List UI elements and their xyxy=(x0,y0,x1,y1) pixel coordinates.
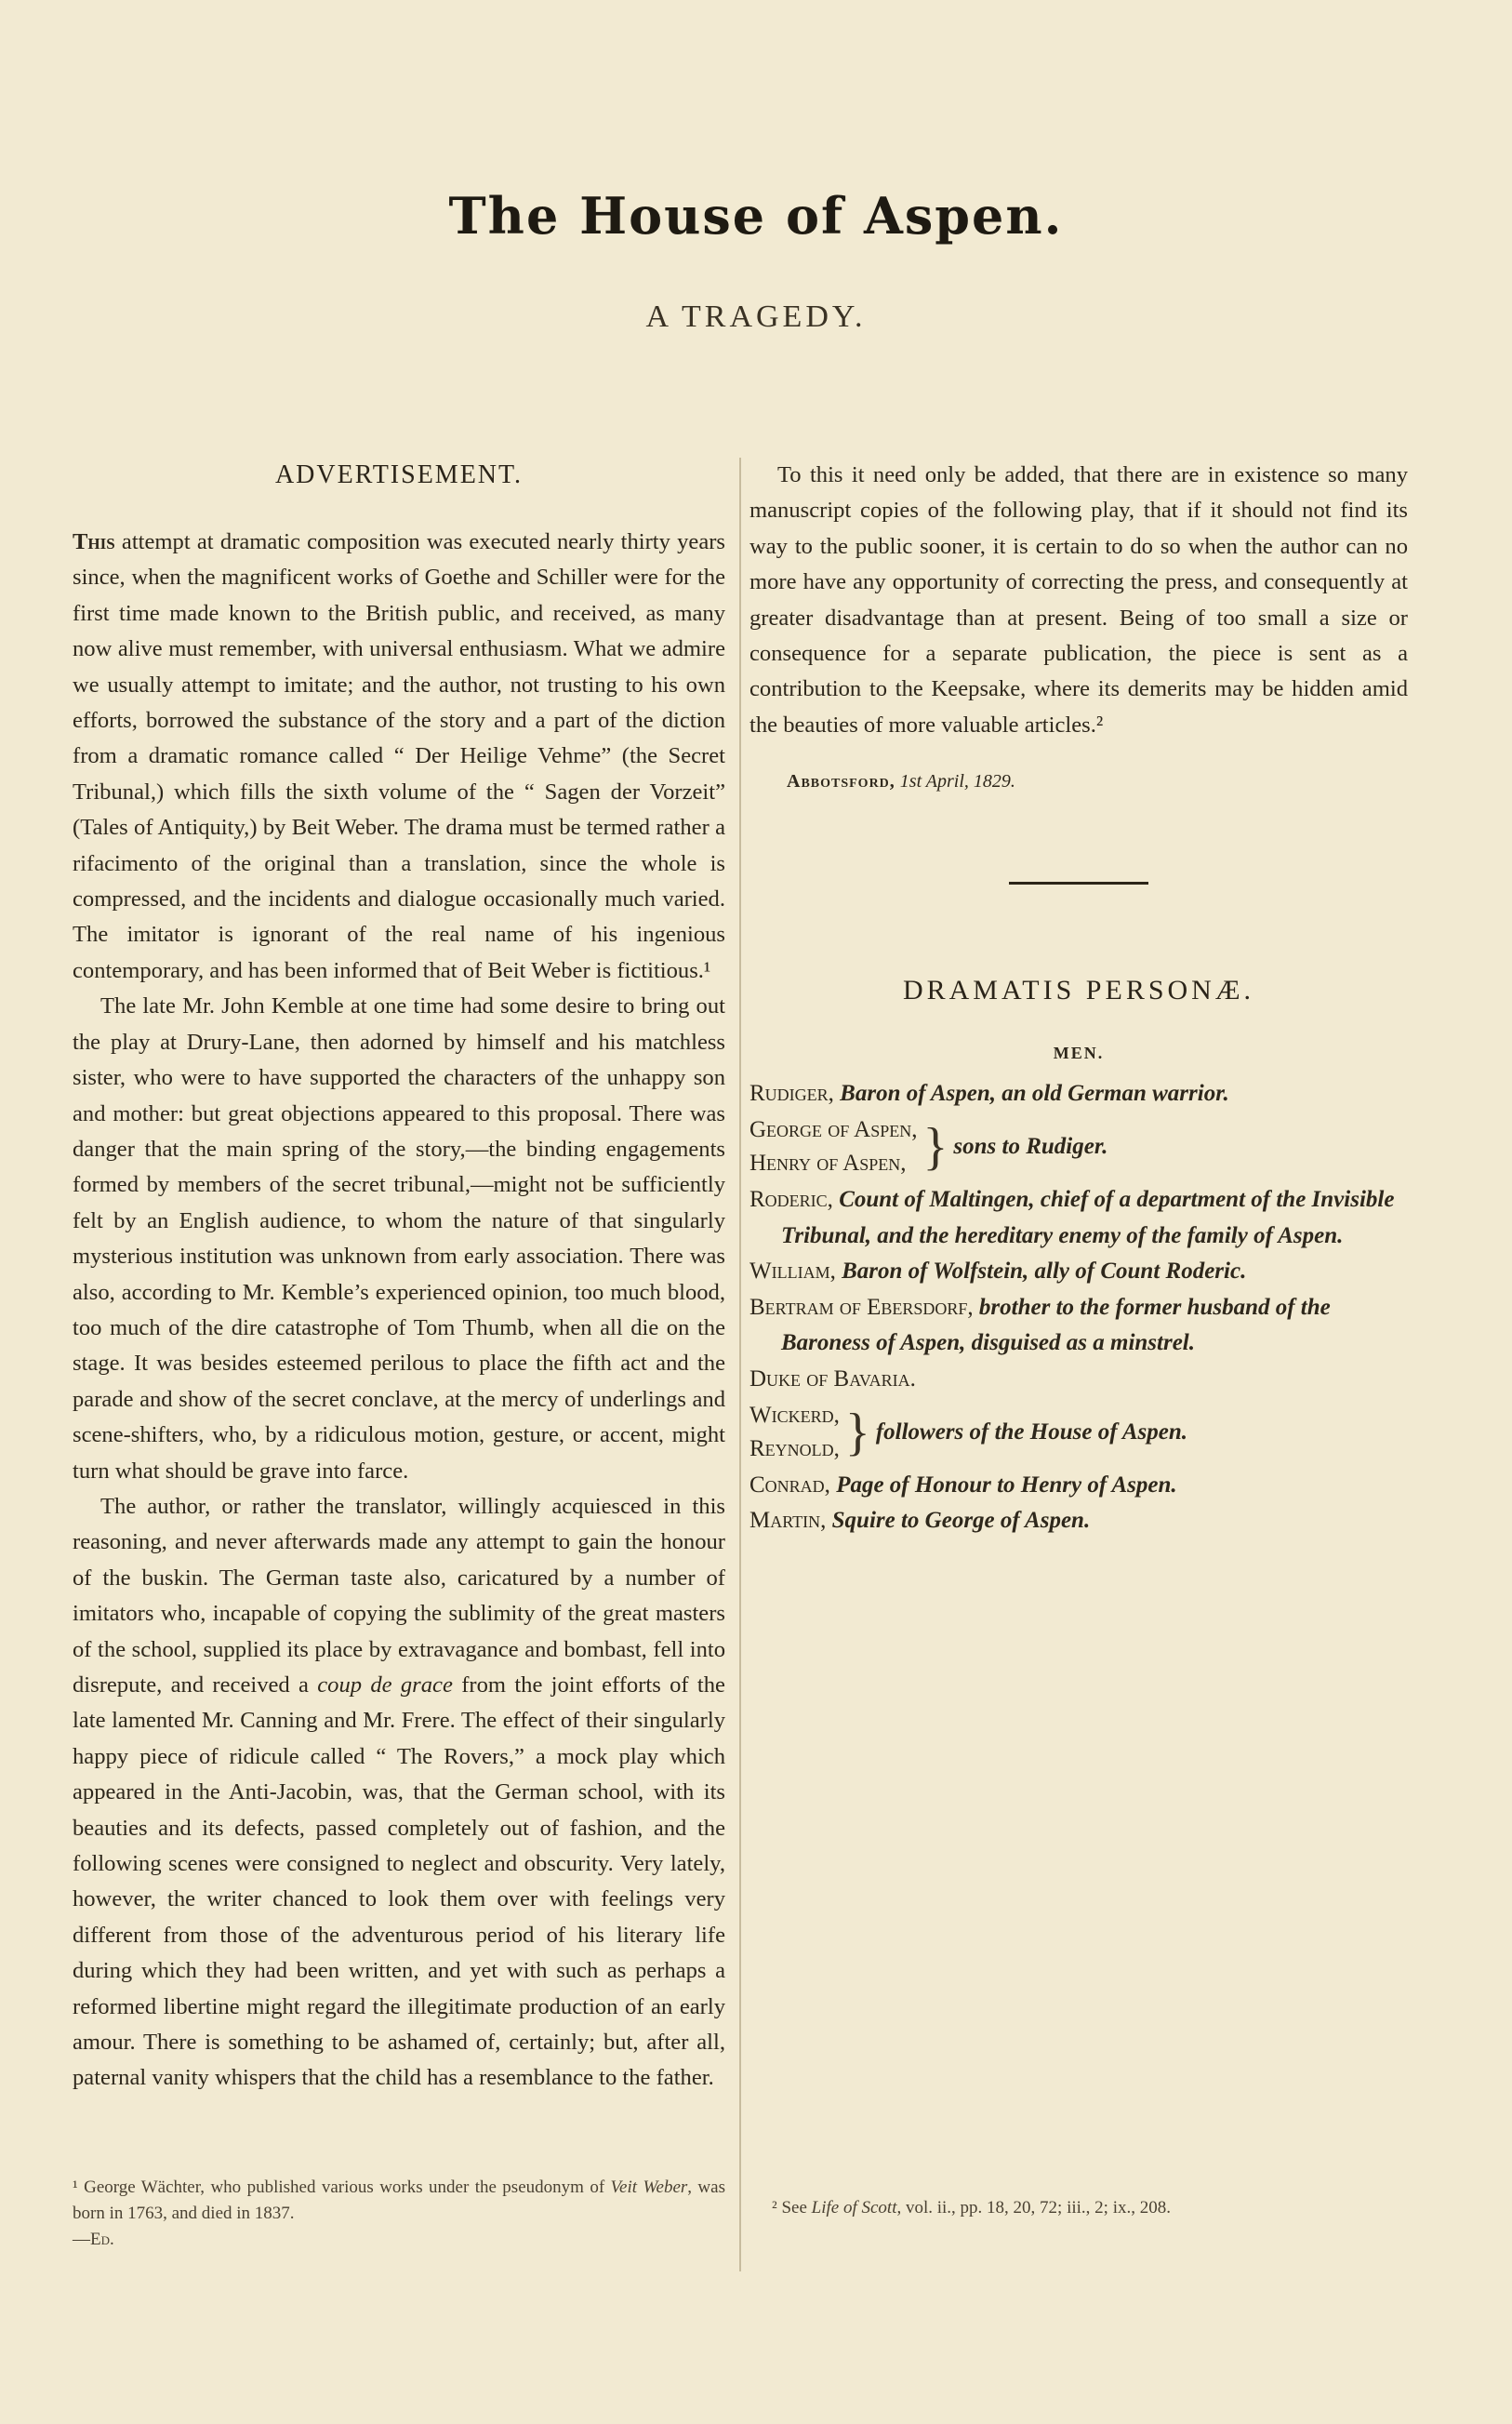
person-name: Roderic, xyxy=(749,1187,833,1213)
person-henry: Henry of Aspen, xyxy=(749,1151,907,1177)
person-martin xyxy=(749,1503,1408,1538)
paragraph-3-text-a: The author, or rather the translator, willingly acquiesced in this reasoning, and never afterwards made any attempt to gain the honour of the buskin. The German taste also, caricatured by a number of imitators who, incapable of copying the sublimity of the great masters of the school, supplied its place by extravagance and bombast, fell into disrepute, and received a xyxy=(73,1493,725,1698)
right-column xyxy=(749,458,1408,1539)
coup-de-grace-italic: coup de grace xyxy=(317,1672,453,1698)
footnote-editor-mark: —Ed. xyxy=(73,2230,114,2249)
person-desc: brother to the former husband of the Baroness of Aspen, disguised as a minstrel. xyxy=(781,1294,1331,1356)
person-name: Duke of Bavaria. xyxy=(749,1365,916,1392)
person-group-followers xyxy=(749,1399,1408,1466)
dateline xyxy=(787,764,1408,799)
footnote-1-italic: Veit Weber xyxy=(610,2178,688,2197)
person-name: Conrad, xyxy=(749,1472,830,1498)
brace-icon: } xyxy=(922,1118,948,1177)
person-name: Rudiger, xyxy=(749,1081,834,1107)
pair-names xyxy=(749,1399,840,1466)
advertisement-paragraph-1 xyxy=(73,525,725,989)
person-group-sons xyxy=(749,1113,1408,1180)
brace-icon: } xyxy=(844,1403,870,1461)
page-title: The House of Aspen. xyxy=(448,186,1064,246)
footnote-2-italic: Life of Scott xyxy=(811,2198,897,2218)
dramatis-personae-heading: DRAMATIS PERSONÆ. xyxy=(902,974,1255,1006)
person-conrad xyxy=(749,1468,1408,1503)
person-rudiger xyxy=(749,1076,1408,1112)
paragraph-1-text: attempt at dramatic composition was executed nearly thirty years since, when the magnificent works of Goethe and Schiller were for the first time made known to the British public, and received, as many now alive must remember, with universal enthusiasm. What we admire we usually attempt to imitate; and the author, not trusting to his own efforts, borrowed the substance of the story and a part of the diction from a dramatic romance called “ Der Heilige Vehme” (the Secret Tribunal,) which fills the sixth volume of the “ Sagen der Vorzeit” (Tales of Antiquity,) by Beit Weber. The drama must be termed rather a rifacimento of the original than a translation, since the whole is compressed, and the incidents and dialogue occasionally much varied. The imitator is ignorant of the real name of his ingenious contemporary, and has been informed that of Beit Weber is fictitious.¹ xyxy=(73,529,725,983)
footnote-2-text-b: , vol. ii., pp. 18, 20, 72; iii., 2; ix., 208. xyxy=(896,2198,1171,2218)
person-george: George of Aspen, xyxy=(749,1117,918,1143)
footnote-1-text-a: ¹ George Wächter, who published various works under the pseudonym of xyxy=(73,2178,611,2197)
advertisement-paragraph-4: To this it need only be added, that there are in existence so many manuscript copies of the following play, that if it should not find its way to the public sooner, it is certain to do so when the author can no more have any opportunity of correcting the press, and consequently at greater disadvantage than at present. Being of too small a size or consequence for a separate publication, the piece is sent as a contribution to the Keepsake, where its demerits may be hidden amid the beauties of more valuable articles.² xyxy=(749,462,1408,738)
person-name: William, xyxy=(749,1259,836,1285)
dateline-place: Abbotsford, xyxy=(787,771,895,792)
person-desc: Squire to George of Aspen. xyxy=(826,1508,1091,1534)
men-label: MEN. xyxy=(1053,1043,1105,1062)
person-name: Bertram of Ebersdorf, xyxy=(749,1294,974,1320)
person-desc: Baron of Aspen, an old German warrior. xyxy=(833,1081,1229,1107)
person-roderic xyxy=(749,1182,1408,1254)
column-divider xyxy=(739,458,741,2271)
person-name: Martin, xyxy=(749,1508,827,1534)
person-wickerd: Wickerd, xyxy=(749,1402,840,1428)
advertisement-paragraph-3 xyxy=(73,1489,725,2097)
paragraph-3-text-b: from the joint efforts of the late lamented Mr. Canning and Mr. Frere. The effect of their singularly happy piece of ridicule called “ The Rovers,” a mock play which appeared in the Anti-Jacobin, was, that the German school, with its beauties and its defects, passed completely out of fashion, and the following scenes were consigned to neglect and obscurity. Very lately, however, the writer chanced to look them over with feelings very different from those of the adventurous period of his literary life during which they had been written, and yet with such as perhaps a reformed libertine might regard the illegitimate production of an early amour. There is something to be ashamed of, certainly; but, after all, paternal vanity whispers that the child has a resemblance to the father. xyxy=(73,1672,725,2091)
advertisement-heading: ADVERTISEMENT. xyxy=(274,460,524,489)
footnote-1-text-b: , was born in 1763, and died in 1837. xyxy=(73,2178,725,2223)
footnote-1 xyxy=(73,2175,725,2253)
person-bertram xyxy=(749,1290,1408,1362)
dateline-date: 1st April, 1829. xyxy=(895,771,1015,792)
section-rule xyxy=(1009,882,1148,885)
pair-names xyxy=(749,1113,918,1180)
person-desc: Baron of Wolfstein, ally of Count Roderic. xyxy=(835,1259,1247,1285)
drop-lead-word: This xyxy=(73,529,115,554)
person-duke xyxy=(749,1362,1408,1397)
footnote-2 xyxy=(772,2195,1408,2221)
person-reynold: Reynold, xyxy=(749,1435,840,1461)
page-subtitle: A TRAGEDY. xyxy=(645,300,867,334)
person-desc: Page of Honour to Henry of Aspen. xyxy=(829,1472,1177,1498)
pair-desc: followers of the House of Aspen. xyxy=(875,1418,1188,1445)
left-column xyxy=(73,458,725,2097)
person-william xyxy=(749,1254,1408,1289)
person-desc: Count of Maltingen, chief of a department of the Invisible Tribunal, and the hereditary enemy of the family of Aspen. xyxy=(781,1187,1395,1248)
footnote-2-text-a: ² See xyxy=(772,2198,812,2218)
pair-desc: sons to Rudiger. xyxy=(953,1134,1108,1160)
advertisement-paragraph-2: The late Mr. John Kemble at one time had some desire to bring out the play at Drury-Lane, then adorned by himself and his matchless sister, who were to have supported the characters of the unhappy son and mother: but great objections appeared to this proposal. There was danger that the main spring of the story,—the binding engagements formed by members of the secret tribunal,—might not be sufficiently felt by an English audience, to whom the nature of that singularly mysterious institution was unknown from early association. There was also, according to Mr. Kemble’s experienced opinion, too much blood, too much of the dire catastrophe of Tom Thumb, when all die on the stage. It was besides esteemed perilous to place the fifth act and the parade and show of the secret conclave, at the mercy of underlings and scene-shifters, who, by a ridiculous motion, gesture, or accent, might turn what should be grave into farce. xyxy=(73,993,725,1484)
